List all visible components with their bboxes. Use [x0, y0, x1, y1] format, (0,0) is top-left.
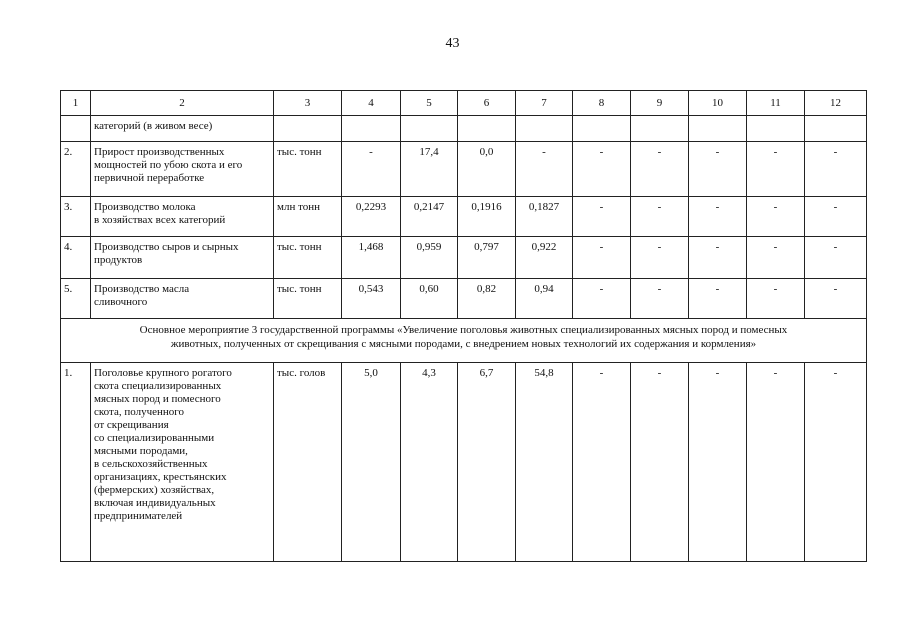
- indicator-name: Поголовье крупного рогатого скота специализированных мясных пород и помесного скота, полученного от скрещивания со специализированными мясными породами, в сельскохозяйственных организациях, крестьянских (фермерских) хозяйствах, включая индивидуальных предпринимателей: [91, 363, 274, 562]
- value-cell: [401, 116, 458, 142]
- row-number: 3.: [61, 197, 91, 237]
- row-number: 5.: [61, 279, 91, 319]
- unit-cell: [274, 116, 342, 142]
- value-cell: [458, 116, 516, 142]
- value-cell: -: [573, 197, 631, 237]
- table-row: [61, 279, 867, 319]
- value-cell: -: [573, 363, 631, 562]
- unit-cell: тыс. тонн: [274, 142, 342, 197]
- value-cell: 5,0: [342, 363, 401, 562]
- column-number: 12: [805, 91, 867, 116]
- value-cell: 0,94: [516, 279, 573, 319]
- value-cell: 17,4: [401, 142, 458, 197]
- value-cell: 6,7: [458, 363, 516, 562]
- value-cell: 0,2147: [401, 197, 458, 237]
- value-cell: 0,1827: [516, 197, 573, 237]
- value-cell: 0,0: [458, 142, 516, 197]
- value-cell: -: [689, 142, 747, 197]
- section-title: Основное мероприятие 3 государственной программы «Увеличение поголовья животных специализированных мясных пород и помесных животных, полученных от скрещивания с мясными породами, с внедрением новых технологий их содержания и кормления»: [61, 319, 867, 363]
- row-number: 4.: [61, 237, 91, 279]
- value-cell: [631, 116, 689, 142]
- row-number: 2.: [61, 142, 91, 197]
- value-cell: -: [805, 237, 867, 279]
- table-row: [61, 237, 867, 279]
- table-row: [61, 363, 867, 562]
- value-cell: 0,797: [458, 237, 516, 279]
- column-number: 6: [458, 91, 516, 116]
- column-number: 1: [61, 91, 91, 116]
- value-cell: [805, 116, 867, 142]
- value-cell: 4,3: [401, 363, 458, 562]
- value-cell: -: [747, 142, 805, 197]
- value-cell: [342, 116, 401, 142]
- unit-cell: тыс. тонн: [274, 237, 342, 279]
- page-number: 43: [445, 36, 460, 51]
- value-cell: -: [805, 197, 867, 237]
- column-number: 2: [91, 91, 274, 116]
- column-number: 8: [573, 91, 631, 116]
- value-cell: -: [631, 363, 689, 562]
- value-cell: -: [689, 363, 747, 562]
- value-cell: -: [689, 237, 747, 279]
- column-number: 5: [401, 91, 458, 116]
- unit-cell: тыс. тонн: [274, 279, 342, 319]
- value-cell: -: [747, 197, 805, 237]
- value-cell: -: [631, 279, 689, 319]
- column-number: 11: [747, 91, 805, 116]
- table-row: [61, 142, 867, 197]
- value-cell: 0,1916: [458, 197, 516, 237]
- column-number: 10: [689, 91, 747, 116]
- value-cell: 0,543: [342, 279, 401, 319]
- value-cell: -: [805, 279, 867, 319]
- unit-cell: тыс. голов: [274, 363, 342, 562]
- indicator-name: Производство сыров и сырных продуктов: [91, 237, 274, 279]
- value-cell: [689, 116, 747, 142]
- value-cell: -: [573, 142, 631, 197]
- value-cell: -: [689, 279, 747, 319]
- value-cell: -: [631, 142, 689, 197]
- column-number: 3: [274, 91, 342, 116]
- value-cell: -: [573, 279, 631, 319]
- value-cell: -: [342, 142, 401, 197]
- section-row: [61, 319, 867, 363]
- indicator-name: Производство масла сливочного: [91, 279, 274, 319]
- value-cell: 0,82: [458, 279, 516, 319]
- value-cell: 0,60: [401, 279, 458, 319]
- indicators-table: [60, 90, 867, 562]
- column-number: 7: [516, 91, 573, 116]
- table-row: [61, 197, 867, 237]
- value-cell: -: [631, 197, 689, 237]
- value-cell: -: [516, 142, 573, 197]
- column-number: 9: [631, 91, 689, 116]
- value-cell: 0,2293: [342, 197, 401, 237]
- value-cell: [747, 116, 805, 142]
- value-cell: -: [689, 197, 747, 237]
- unit-cell: млн тонн: [274, 197, 342, 237]
- column-number-row: [61, 91, 867, 116]
- indicator-name: категорий (в живом весе): [91, 116, 274, 142]
- table-row: [61, 116, 867, 142]
- indicator-name: Производство молока в хозяйствах всех категорий: [91, 197, 274, 237]
- value-cell: -: [805, 363, 867, 562]
- row-number: 1.: [61, 363, 91, 562]
- value-cell: -: [747, 279, 805, 319]
- value-cell: 1,468: [342, 237, 401, 279]
- value-cell: -: [747, 237, 805, 279]
- value-cell: 0,922: [516, 237, 573, 279]
- value-cell: -: [631, 237, 689, 279]
- value-cell: -: [573, 237, 631, 279]
- value-cell: [573, 116, 631, 142]
- value-cell: -: [805, 142, 867, 197]
- row-number: [61, 116, 91, 142]
- value-cell: 54,8: [516, 363, 573, 562]
- value-cell: [516, 116, 573, 142]
- column-number: 4: [342, 91, 401, 116]
- value-cell: 0,959: [401, 237, 458, 279]
- value-cell: -: [747, 363, 805, 562]
- indicator-name: Прирост производственных мощностей по убою скота и его первичной переработке: [91, 142, 274, 197]
